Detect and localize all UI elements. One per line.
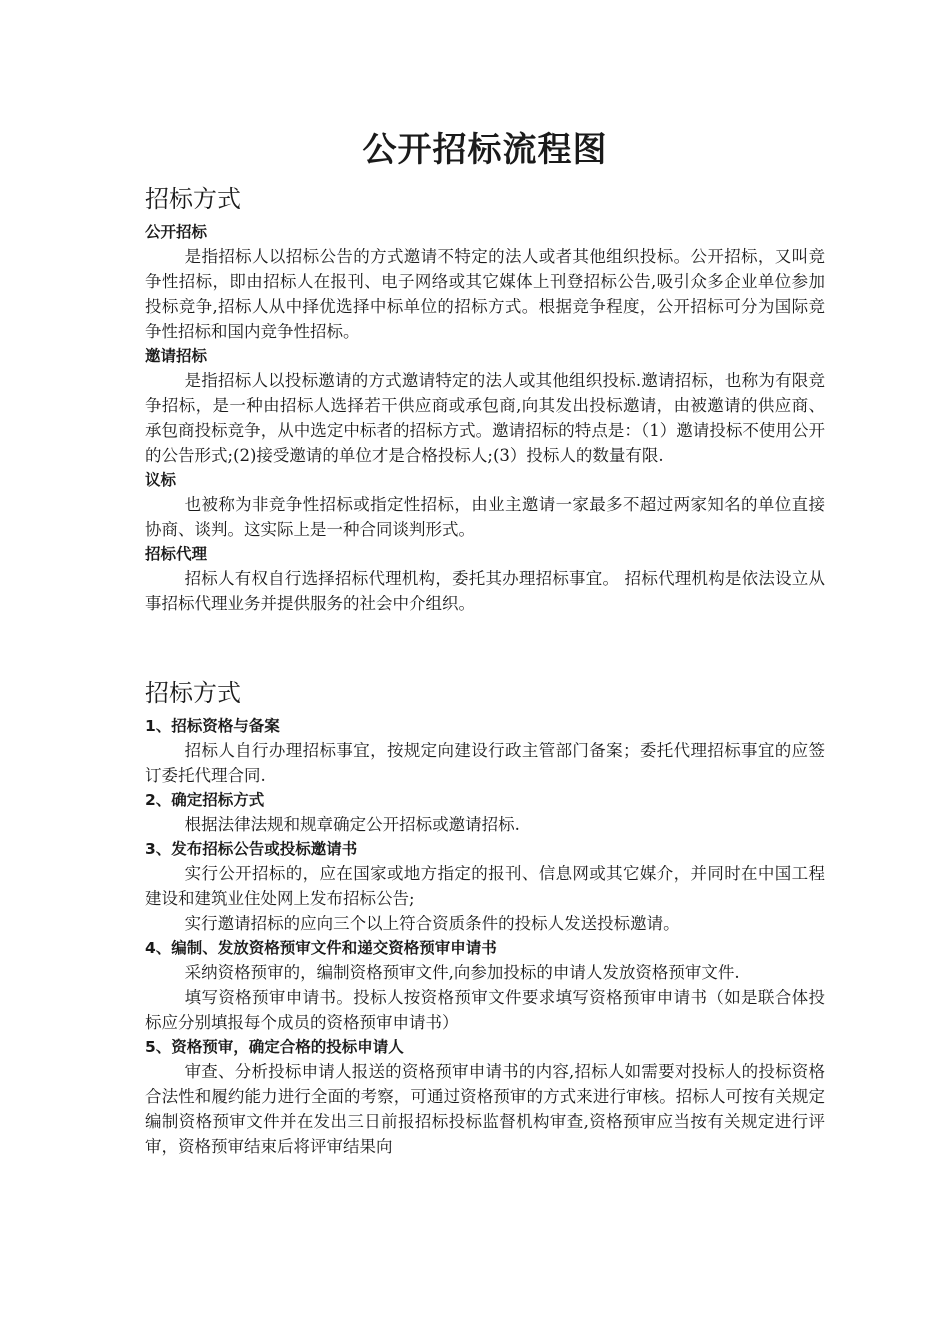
- item-open-tender: [145, 220, 825, 344]
- document-page: [145, 128, 825, 1159]
- step-determine-method: [145, 788, 825, 837]
- step-paragraph: 根据法律法规和规章确定公开招标或邀请招标.: [184, 815, 520, 834]
- step-title: 4、编制、发放资格预审文件和递交资格预审申请书: [145, 939, 497, 957]
- item-paragraph: 也被称为非竞争性招标或指定性招标，由业主邀请一家最多不超过两家知名的单位直接协商、谈判。这实际上是一种合同谈判形式。: [145, 495, 825, 539]
- item-title: 公开招标: [145, 223, 208, 241]
- item-title: 邀请招标: [145, 347, 208, 365]
- section-heading: 招标方式: [145, 679, 241, 707]
- step-paragraph: 审查、分析投标申请人报送的资格预审申请书的内容,招标人如需要对投标人的投标资格合法性和履约能力进行全面的考察，可通过资格预审的方式来进行审核。招标人可按有关规定编制资格预审文件并在发出三日前报招标投标监督机构审查,资格预审应当按有关规定进行评审，资格预审结束后将评审结果向: [145, 1062, 825, 1156]
- step-paragraph: 填写资格预审申请书。投标人按资格预审文件要求填写资格预审申请书（如是联合体投标应分别填报每个成员的资格预审申请书）: [145, 988, 825, 1032]
- step-title: 1、招标资格与备案: [145, 717, 280, 735]
- item-paragraph: 是指招标人以投标邀请的方式邀请特定的法人或其他组织投标.邀请招标，也称为有限竞争招标，是一种由招标人选择若干供应商或承包商,向其发出投标邀请，由被邀请的供应商、承包商投标竞争，从中选定中标者的招标方式。邀请招标的特点是：（1）邀请投标不使用公开的公告形式;(2)接受邀请的单位才是合格投标人;(3）投标人的数量有限.: [145, 371, 825, 465]
- step-paragraph: 招标人自行办理招标事宜，按规定向建设行政主管部门备案；委托代理招标事宜的应签订委托代理合同.: [145, 741, 825, 785]
- section-bidding-process: [145, 676, 825, 1159]
- item-paragraph: 招标人有权自行选择招标代理机构，委托其办理招标事宜。 招标代理机构是依法设立从事招标代理业务并提供服务的社会中介组织。: [145, 569, 825, 613]
- step-publish-notice: [145, 837, 825, 936]
- item-title: 议标: [145, 471, 177, 489]
- section-bidding-methods: [145, 182, 825, 616]
- step-paragraph: 实行公开招标的，应在国家或地方指定的报刊、信息网或其它媒介，并同时在中国工程建设和建筑业住处网上发布招标公告;: [145, 864, 825, 908]
- step-title: 2、确定招标方式: [145, 791, 265, 809]
- step-title: 3、发布招标公告或投标邀请书: [145, 840, 358, 858]
- step-paragraph: 实行邀请招标的应向三个以上符合资质条件的投标人发送投标邀请。: [184, 914, 680, 933]
- step-qualification-filing: [145, 714, 825, 788]
- item-paragraph: 是指招标人以招标公告的方式邀请不特定的法人或者其他组织投标。公开招标，又叫竞争性招标，即由招标人在报刊、电子网络或其它媒体上刊登招标公告,吸引众多企业单位参加投标竞争,招标人从中择优选择中标单位的招标方式。根据竞争程度，公开招标可分为国际竞争性招标和国内竞争性招标。: [145, 247, 825, 341]
- item-negotiated-tender: [145, 468, 825, 542]
- item-invited-tender: [145, 344, 825, 468]
- item-title: 招标代理: [145, 545, 208, 563]
- step-prequalification-documents: [145, 936, 825, 1035]
- step-title: 5、资格预审，确定合格的投标申请人: [145, 1038, 404, 1056]
- step-paragraph: 采纳资格预审的，编制资格预审文件,向参加投标的申请人发放资格预审文件.: [184, 963, 740, 982]
- item-tender-agency: [145, 542, 825, 616]
- section-heading: 招标方式: [145, 185, 241, 213]
- page-title: 公开招标流程图: [362, 130, 608, 170]
- step-prequalification-review: [145, 1035, 825, 1159]
